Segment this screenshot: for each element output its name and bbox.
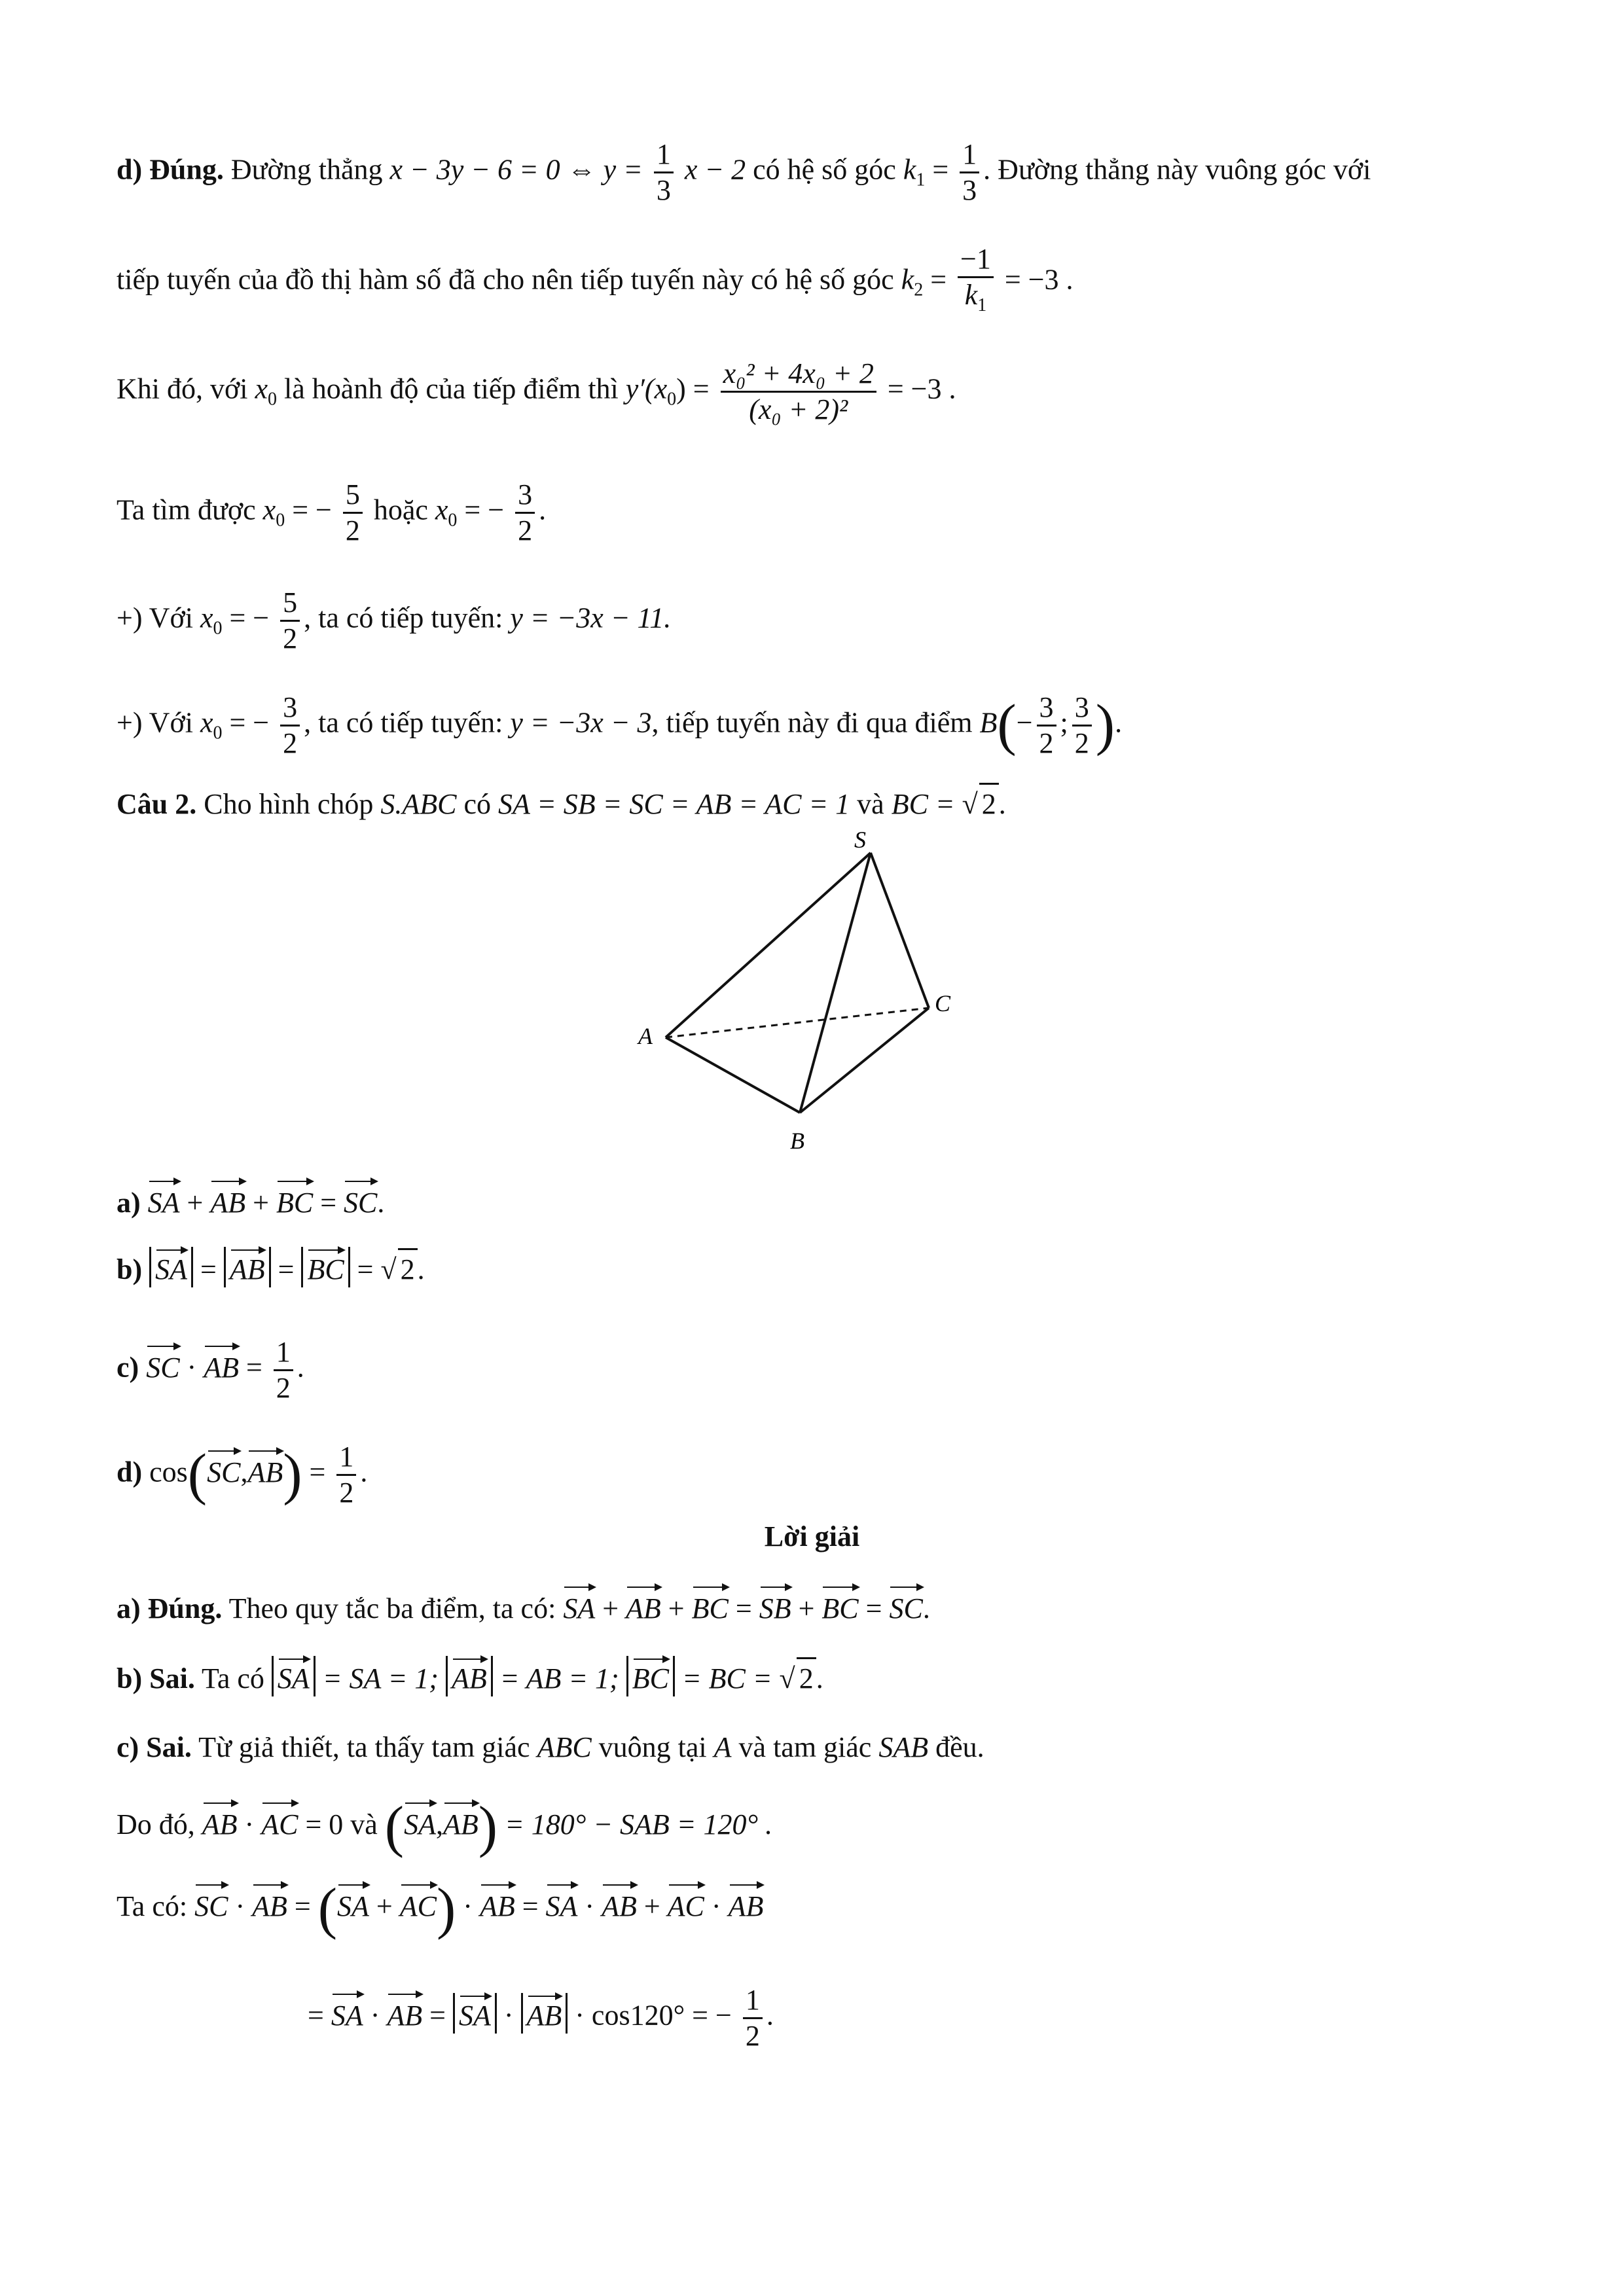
partd-line-6: +) Với $x_0$ = − $\frac{3}{2}$ , ta có tiếp tuyến: y = −3x − 3, tiếp tuyến này đi qua điểm B(− $\frac{3}{2}$ ; $\frac{3}{2}$ ). xyxy=(117,691,1123,759)
edge-sc xyxy=(871,853,929,1008)
fraction: $\frac{3}{2}$ xyxy=(515,478,535,548)
fraction: $\frac{-1}{k_1}$ xyxy=(958,242,994,323)
partd-line-1: d) Đúng. Đường thẳng x − 3y − 6 = 0 ⇔ y = $\frac{1}{3}$ x − 2 có hệ số góc $k_1$ = $\frac{1}{3}$ . Đường thẳng này vuông góc với xyxy=(117,138,1371,206)
fraction: $\frac{1}{3}$ xyxy=(960,137,979,207)
solution-c-line-4: = SA · AB = SA · AB · cos120° = − $\frac{1}{2}$ . xyxy=(308,1984,774,2052)
question-2: Câu 2. Cho hình chóp S.ABC có SA = SB = SC = AB = AC = 1 và BC = √ 2. xyxy=(117,783,1006,824)
edge-bc xyxy=(800,1008,929,1113)
fraction: $\frac{5}{2}$ xyxy=(280,586,300,656)
statement-c: c) SC · AB = $\frac{1}{2}$ . xyxy=(117,1336,304,1404)
fraction: $\frac{1}{2}$ xyxy=(274,1335,293,1405)
label-c: C xyxy=(935,990,951,1016)
solution-c-line-3: Ta có: SC · AB = (SA + AC) · AB = SA · AB + AC · AB xyxy=(117,1876,764,1941)
fraction: $\frac{5}{2}$ xyxy=(343,478,363,548)
fraction: $\frac{1}{2}$ xyxy=(336,1440,356,1510)
label-b: B xyxy=(790,1128,804,1154)
partd-line-2: tiếp tuyến của đồ thị hàm số đã cho nên tiếp tuyến này có hệ số góc $k_2$ = $\frac{-1}{k_1}$ = −3 . xyxy=(117,242,1074,323)
solution-c: c) Sai. Từ giả thiết, ta thấy tam giác ABC vuông tại A và tam giác SAB đều. xyxy=(117,1731,984,1763)
label-s: S xyxy=(854,831,866,853)
partd-line-5: +) Với $x_0$ = − $\frac{5}{2}$ , ta có tiếp tuyến: y = −3x − 11. xyxy=(117,586,672,655)
fraction: $\frac{3}{2}$ xyxy=(1037,691,1056,761)
fraction: $\frac{1}{3}$ xyxy=(654,137,674,207)
solution-title: Lời giải xyxy=(764,1520,860,1552)
edge-ab xyxy=(666,1037,800,1113)
edge-ac-hidden xyxy=(666,1008,929,1037)
solution-b: b) Sai. Ta có SA = SA = 1; AB = AB = 1; BC = BC = √ 2. xyxy=(117,1656,823,1698)
solution-c-line-2: Do đó, AB · AC = 0 và (SA,AB) = 180° − SAB = 120° . xyxy=(117,1795,773,1859)
label-a: A xyxy=(638,1023,653,1049)
edge-sb xyxy=(800,853,871,1113)
partd-line-4: Ta tìm được $x_0$ = − $\frac{5}{2}$ hoặc $x_0$ = − $\frac{3}{2}$ . xyxy=(117,478,547,547)
fraction: $\frac{1}{2}$ xyxy=(743,1983,763,2053)
fraction: $\frac{\text{x₀² + 4x₀ + 2}}{\text{(x₀ + 2)²}}$ xyxy=(721,357,876,427)
fraction: $\frac{3}{2}$ xyxy=(280,691,300,761)
solution-a: a) Đúng. Theo quy tắc ba điểm, ta có: SA + AB + BC = SB + BC = SC. xyxy=(117,1584,930,1628)
statement-d: d) cos(SC,AB) = $\frac{1}{2}$ . xyxy=(117,1441,368,1509)
statement-a: a) SA + AB + BC = SC. xyxy=(117,1178,384,1223)
pyramid-figure xyxy=(628,831,995,1158)
partd-line-3: Khi đó, với $x_0$ là hoành độ của tiếp điểm thì $y'(x_0)$ = $\frac{\text{x₀² + 4x₀ + 2}}{\text{(x₀ + 2)²}}$ = −3 . xyxy=(117,357,956,425)
edge-sa xyxy=(666,853,871,1037)
fraction: $\frac{3}{2}$ xyxy=(1072,691,1092,761)
statement-b: b) SA = AB = BC = √ 2. xyxy=(117,1247,425,1289)
